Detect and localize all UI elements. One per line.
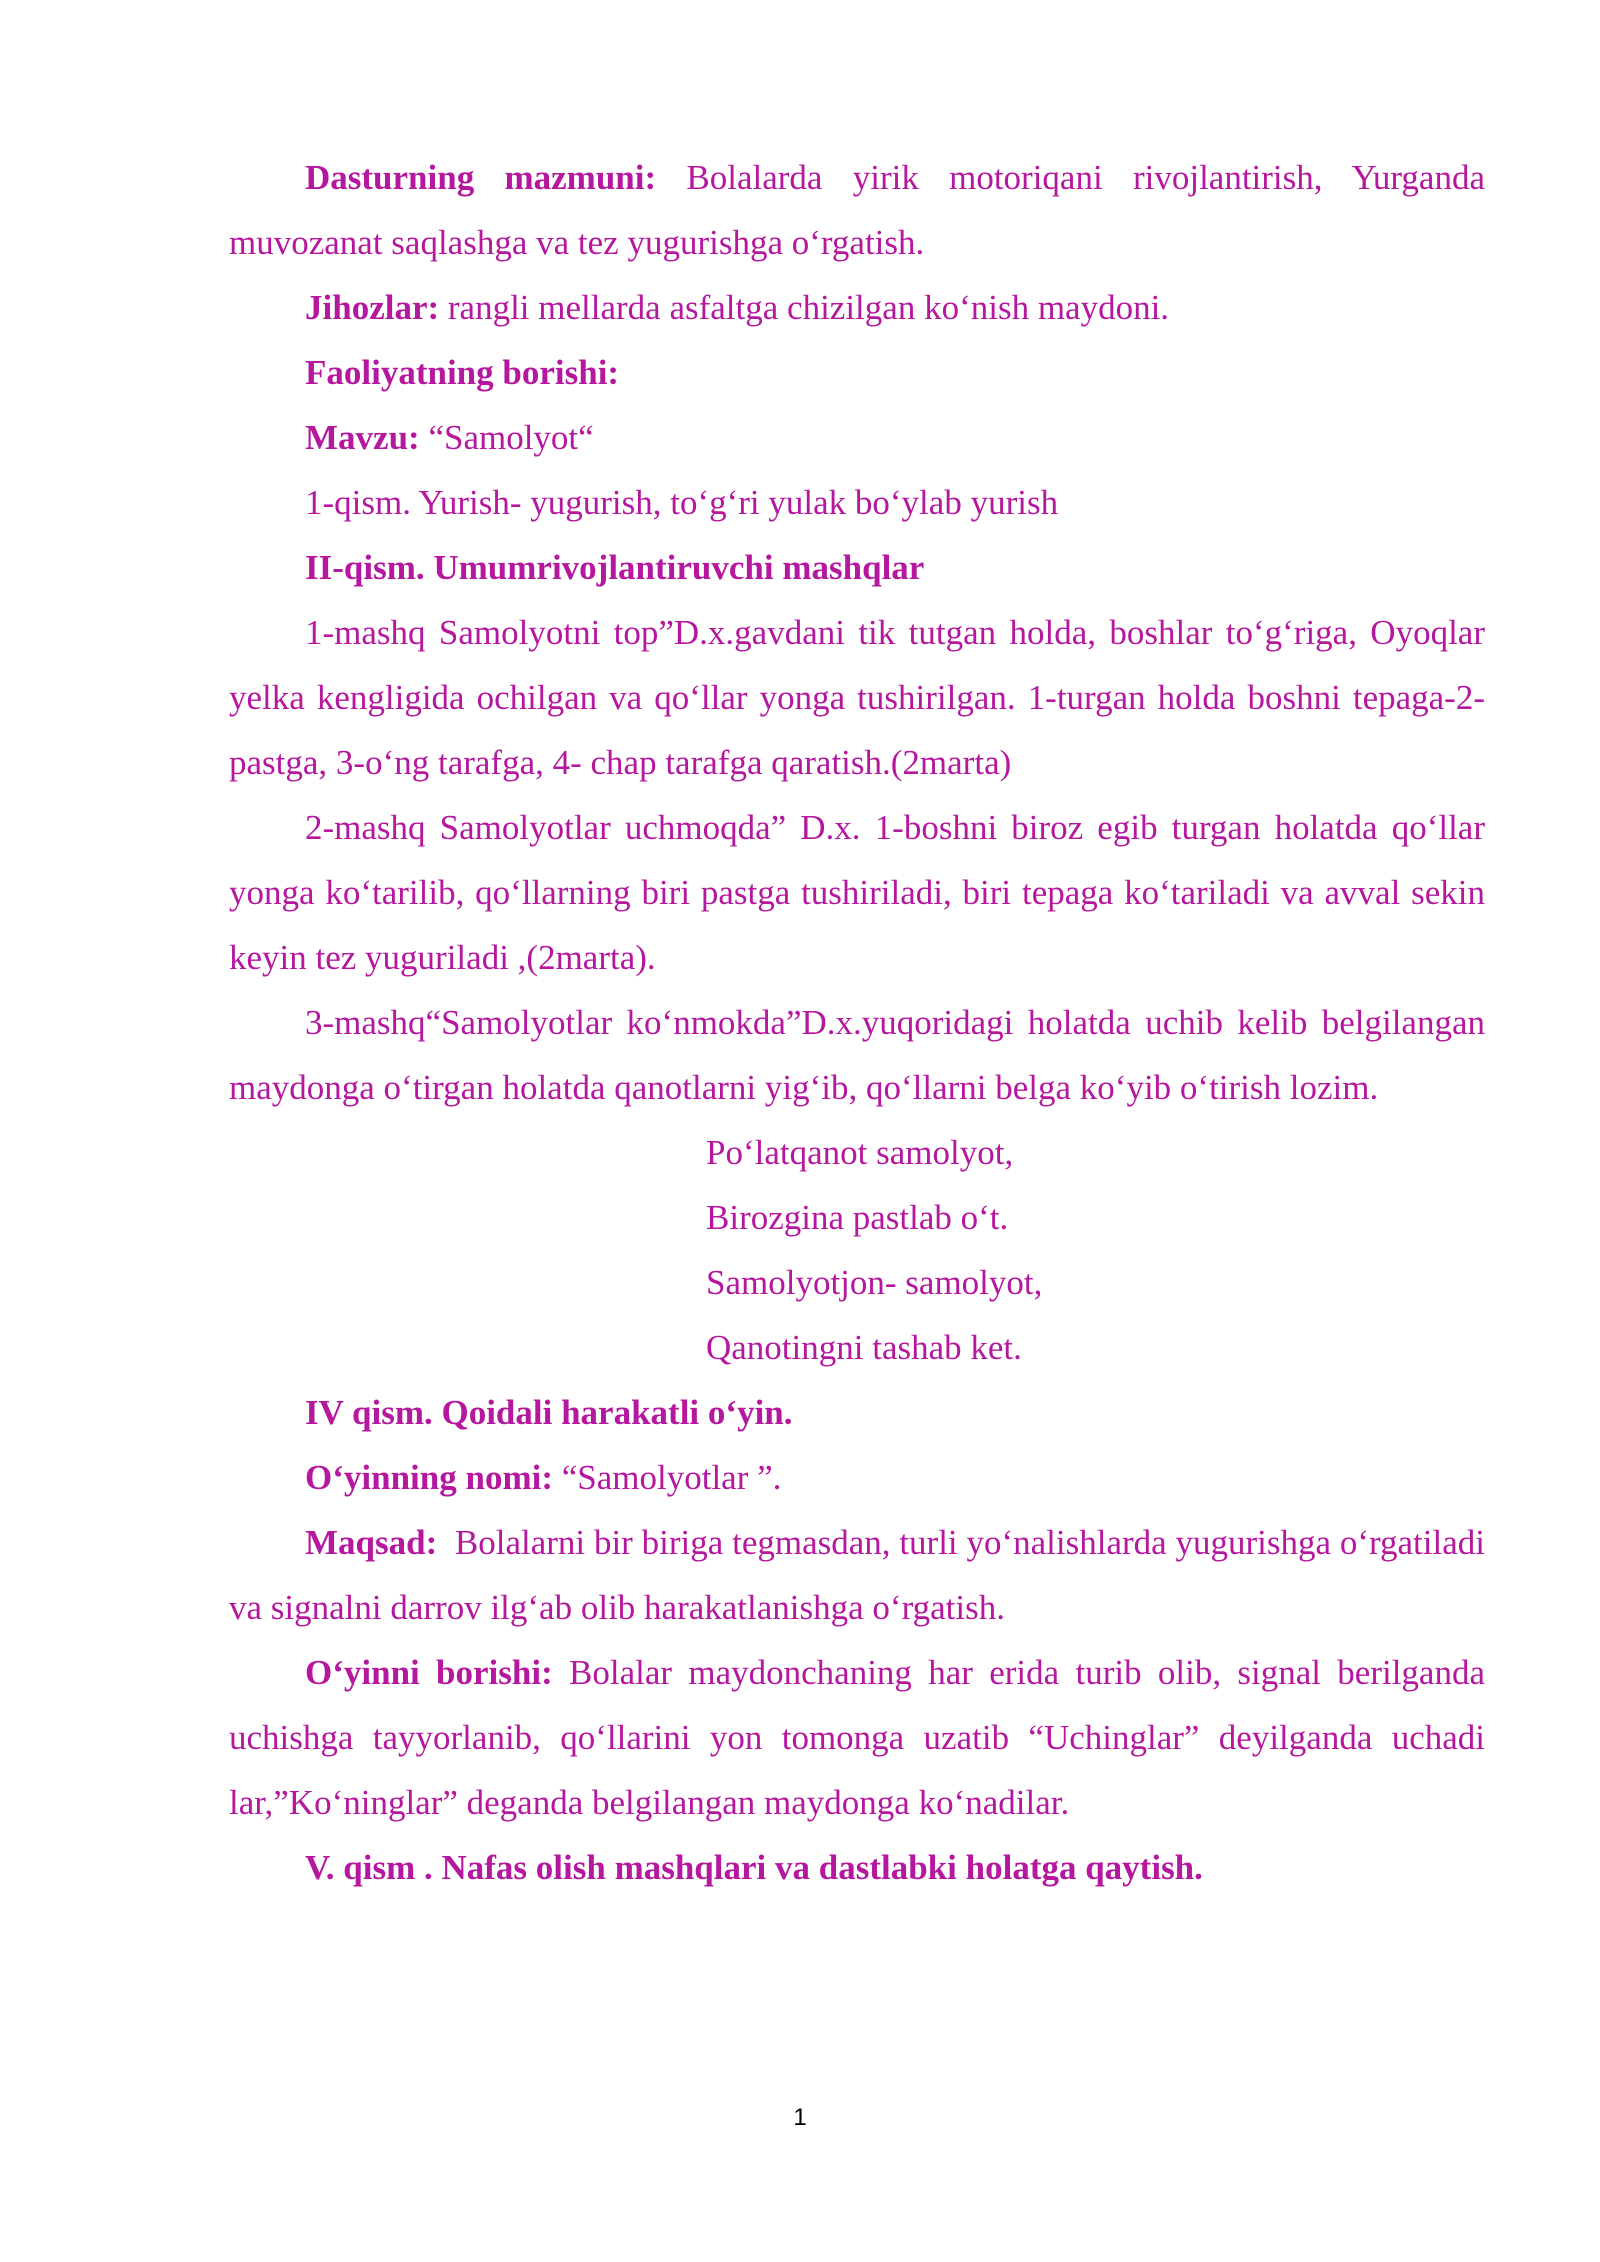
poem [229,1120,1485,1380]
poem-line: Birozgina pastlab o‘t. [706,1198,1009,1237]
paragraph-part-4-heading [229,1380,1485,1445]
label-program-content: Dasturning mazmuni: [305,158,657,197]
paragraph-goal [229,1510,1494,1640]
heading-part-2: II-qism. Umumrivojlantiruvchi mashqlar [305,548,925,587]
page-number: 1 [793,2104,807,2131]
poem-line: Qanotingni tashab ket. [706,1328,1022,1367]
text-exercise-1: 1-mashq Samolyotni top”D.x.gavdani tik tutgan holda, boshlar to‘g‘riga, Oyoqlar yelka kengligida ochilgan va qo‘llar yonga tushirilgan. 1-turgan holda boshni tepaga-2-pastga, 3-o‘ng tarafga, 4- chap tarafga qaratish.(2marta) [229,613,1485,782]
label-topic: Mavzu: [305,418,420,457]
label-activity-progress: Faoliyatning borishi: [305,353,620,392]
paragraph-part-5-heading [229,1835,1485,1900]
text-exercise-3: 3-mashq“Samolyotlar ko‘nmokda”D.x.yuqoridagi holatda uchib kelib belgilangan maydonga o‘tirgan holatda qanotlarni yig‘ib, qo‘llarni belga ko‘yib o‘tirish lozim. [229,1003,1485,1107]
poem-line: Po‘latqanot samolyot, [706,1133,1014,1172]
paragraph-program-content [229,145,1485,275]
paragraph-exercise-2 [229,795,1485,990]
paragraph-exercise-3 [229,990,1485,1120]
heading-part-5: V. qism . Nafas olish mashqlari va dastlabki holatga qaytish. [305,1848,1203,1887]
label-game-name: O‘yinning nomi: [305,1458,553,1497]
paragraph-exercise-1 [229,600,1485,795]
paragraph-part-2-heading [229,535,1485,600]
text-exercise-2: 2-mashq Samolyotlar uchmoqda” D.x. 1-boshni biroz egib turgan holatda qo‘llar yonga ko‘tarilib, qo‘llarning biri pastga tushiriladi, biri tepaga ko‘tariladi va avval sekin keyin tez yuguriladi ,(2marta). [229,808,1485,977]
label-goal: Maqsad: [305,1523,438,1562]
paragraph-game-progress [229,1640,1485,1835]
paragraph-part-1 [229,470,1485,535]
heading-part-4: IV qism. Qoidali harakatli o‘yin. [305,1393,793,1432]
text-topic: “Samolyot“ [419,418,594,457]
label-equipment: Jihozlar: [305,288,440,327]
paragraph-activity-progress [229,340,1485,405]
text-game-name: “Samolyotlar ”. [552,1458,782,1497]
text-equipment: rangli mellarda asfaltga chizilgan ko‘nish maydoni. [439,288,1170,327]
text-game-progress: Bolalar maydonchaning har erida turib olib, signal berilganda uchishga tayyorlanib, qo‘llarini yon tomonga uzatib “Uchinglar” deyilganda uchadi lar,”Ko‘ninglar” deganda belgilangan maydonga ko‘nadilar. [229,1653,1485,1822]
poem-line: Samolyotjon- samolyot, [706,1263,1043,1302]
paragraph-topic [229,405,1485,470]
text-program-content: Bolalarda yirik motoriqani rivojlantirish, Yurganda muvozanat saqlashga va tez yugurishga o‘rgatish. [229,158,1485,262]
text-part-1: 1-qism. Yurish- yugurish, to‘g‘ri yulak bo‘ylab yurish [305,483,1059,522]
paragraph-game-name [229,1445,1485,1510]
document-body [229,145,1494,1900]
text-goal: Bolalarni bir biriga tegmasdan, turli yo‘nalishlarda yugurishga o‘rgatiladi va signalni darrov ilg‘ab olib harakatlanishga o‘rgatish. [229,1523,1494,1627]
paragraph-equipment [229,275,1485,340]
label-game-progress: O‘yinni borishi: [305,1653,553,1692]
